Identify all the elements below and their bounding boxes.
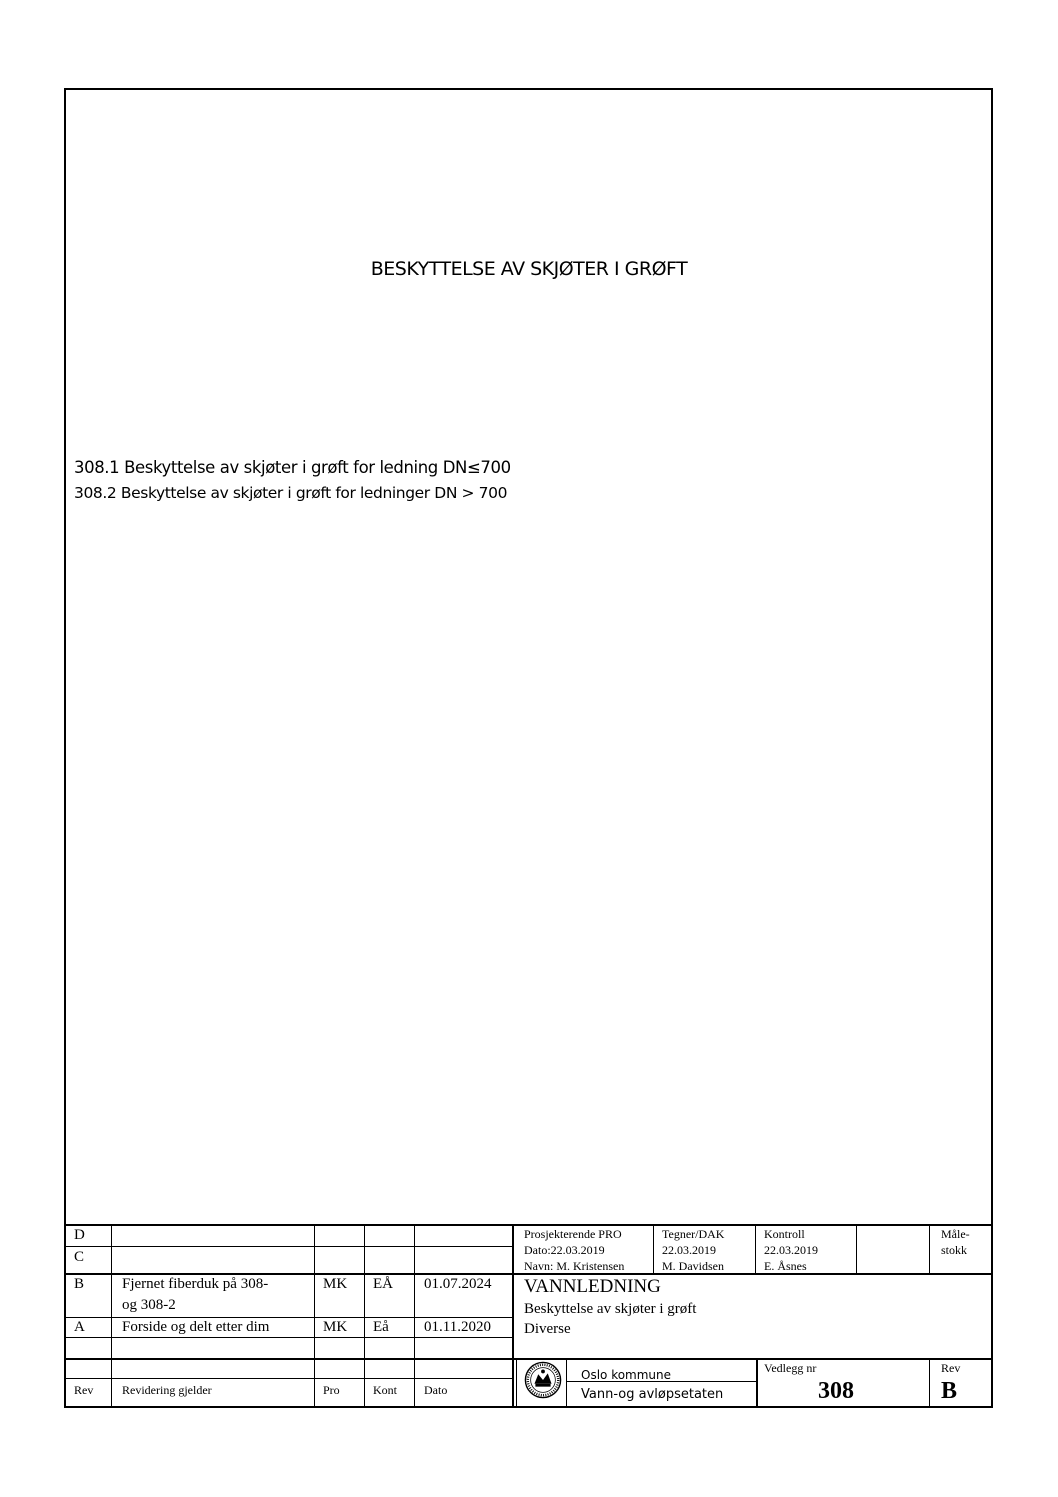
revision-row-b-rev: B (74, 1276, 85, 1292)
tegner-name: M. Davidsen (662, 1259, 724, 1273)
prosjekterende-name: Navn: M. Kristensen (524, 1259, 625, 1273)
oslo-kommune-seal-icon (524, 1361, 562, 1399)
revision-row-b-kont: EÅ (373, 1276, 393, 1292)
header-kont: Kont (373, 1383, 397, 1397)
contents-item-308-1: 308.1 Beskyttelse av skjøter i grøft for ledning DN≤700 (74, 458, 511, 477)
revision-row-a-rev: A (74, 1319, 85, 1335)
drawing-frame (64, 88, 993, 1408)
kontroll-name: E. Åsnes (764, 1259, 807, 1273)
revision-row-b-description: Fjernet fiberduk på 308- (122, 1276, 269, 1292)
header-rev: Rev (74, 1383, 94, 1397)
revision-row-c-rev: C (74, 1249, 85, 1265)
revision-row-b-pro: MK (323, 1276, 348, 1292)
vedlegg-label: Vedlegg nr (764, 1361, 817, 1375)
revision-row-b-dato: 01.07.2024 (424, 1276, 492, 1292)
drawing-category: Diverse (524, 1321, 571, 1337)
revision-row-d-rev: D (74, 1227, 85, 1243)
malestokk-label-cont: stokk (941, 1243, 968, 1257)
malestokk-label: Måle- (941, 1227, 970, 1241)
contents-item-308-2: 308.2 Beskyttelse av skjøter i grøft for ledninger DN > 700 (74, 484, 508, 502)
rev-value: B (941, 1378, 958, 1404)
header-dato: Dato (424, 1383, 448, 1397)
revision-row-a-pro: MK (323, 1319, 348, 1335)
kontroll-label: Kontroll (764, 1227, 805, 1241)
page-title: BESKYTTELSE AV SKJØTER I GRØFT (370, 258, 688, 280)
prosjekterende-label: Prosjekterende PRO (524, 1227, 622, 1241)
kontroll-date: 22.03.2019 (764, 1243, 818, 1257)
drawing-title: VANNLEDNING (524, 1276, 661, 1297)
revision-row-a-description: Forside og delt etter dim (122, 1319, 270, 1335)
organization-name: Oslo kommune (581, 1368, 672, 1382)
header-description: Revidering gjelder (122, 1383, 212, 1397)
tegner-date: 22.03.2019 (662, 1243, 716, 1257)
prosjekterende-date: Dato:22.03.2019 (524, 1243, 605, 1257)
header-pro: Pro (323, 1383, 340, 1397)
rev-label: Rev (941, 1361, 961, 1375)
revision-row-a-kont: Eå (373, 1319, 389, 1335)
tegner-label: Tegner/DAK (662, 1227, 725, 1241)
revision-row-b-description-cont: og 308-2 (122, 1297, 176, 1313)
drawing-subtitle: Beskyttelse av skjøter i grøft (524, 1301, 697, 1317)
vedlegg-number: 308 (818, 1378, 854, 1404)
revision-row-a-dato: 01.11.2020 (424, 1319, 491, 1335)
department-name: Vann-og avløpsetaten (581, 1387, 724, 1402)
